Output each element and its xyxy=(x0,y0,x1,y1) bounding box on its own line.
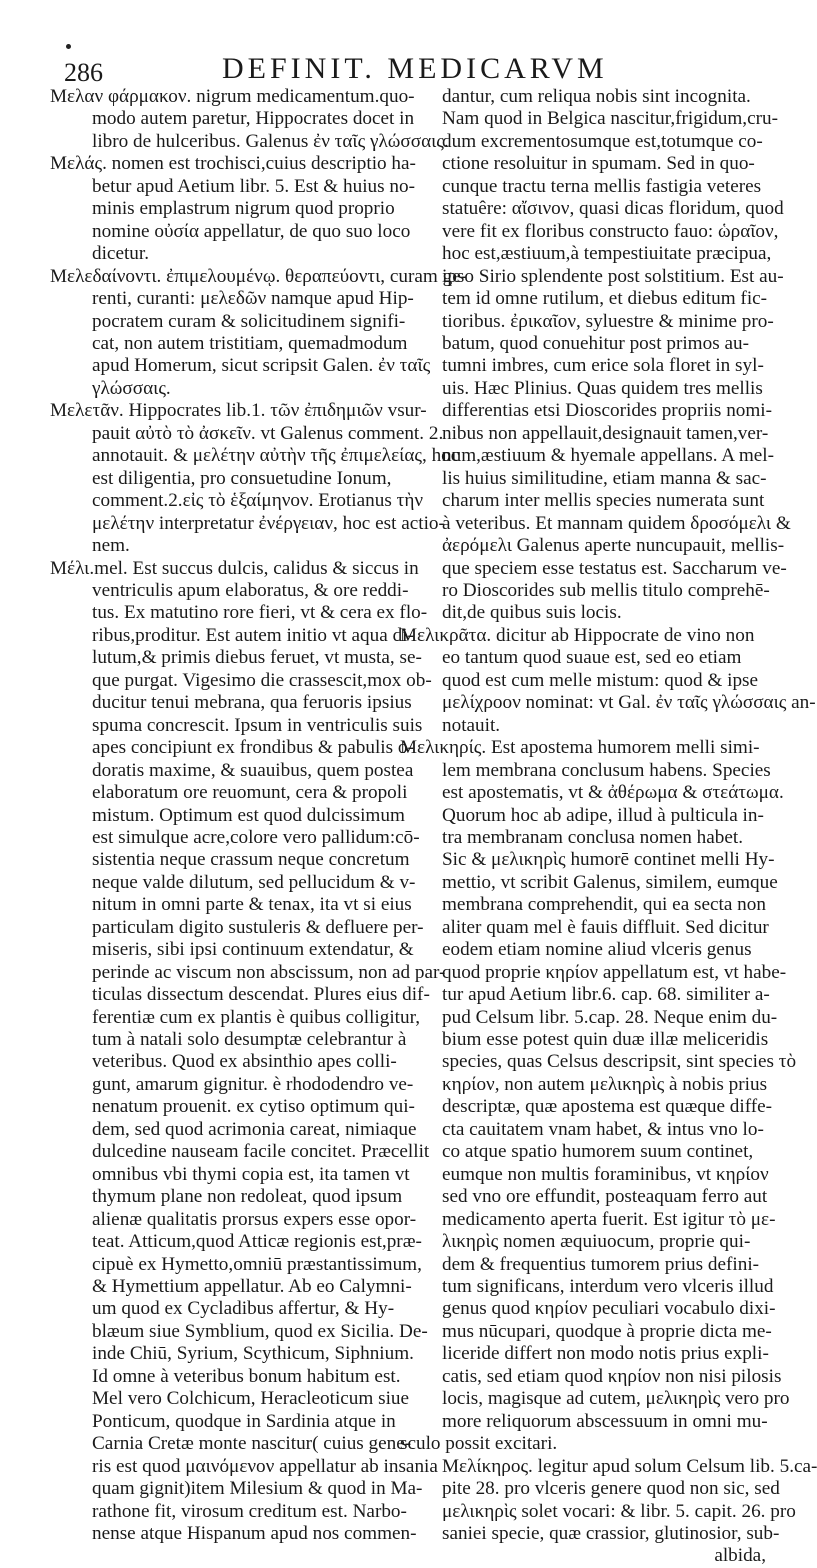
text-line: rathone fit, virosum creditum est. Narbo- xyxy=(92,1500,407,1522)
text-line: κηρίον, non autem μελικηρὶς à nobis prius xyxy=(442,1073,768,1095)
text-line: quod proprie κηρίον appellatum est, vt habe- xyxy=(442,961,787,983)
text-line: pite 28. pro vlceris genere quod non sic, sed xyxy=(442,1478,780,1500)
text-line: uis. Hæc Plinius. Quas quidem tres mellis xyxy=(442,377,763,399)
text-line: que speciem esse testatus est. Saccharum ve- xyxy=(442,557,787,579)
text-line: liceride differt non modo notis prius expli- xyxy=(442,1343,769,1365)
text-line: pud Celsum libr. 5.cap. 28. Neque enim du- xyxy=(442,1006,778,1028)
text-line: inde Chiū, Syrium, Scythicum, Siphnium. xyxy=(92,1343,414,1365)
text-line: ris est quod μαινόμενον appellatur ab insania xyxy=(92,1455,438,1477)
text-line: Mel vero Colchicum, Heracleoticum siue xyxy=(92,1388,410,1410)
text-line: tus. Ex matutino rore fieri, vt & cera ex flo- xyxy=(92,602,428,624)
text-line: apud Homerum, sicut scripsit Galen. ἐν ταῖς xyxy=(92,355,431,377)
text-line: mistum. Optimum est quod dulcissimum xyxy=(92,804,405,826)
text-line: quod est cum melle mistum: quod & ipse xyxy=(442,669,759,691)
text-line: ctione resoluitur in spumam. Sed in quo- xyxy=(442,153,755,175)
text-line: teat. Atticum,quod Atticæ regionis est,præ- xyxy=(92,1231,422,1253)
text-line: neque valde dilutum, sed pellucidum & v- xyxy=(92,871,416,893)
text-line: cunque tractu terna mellis fastigia veteres xyxy=(442,175,762,197)
text-line: um quod ex Cycladibus affertur, & Hy- xyxy=(92,1298,395,1320)
text-line: sculo possit excitari. xyxy=(400,1433,558,1455)
text-line: locis, magisque ad cutem, μελικηρὶς vero pro xyxy=(442,1388,790,1410)
page-number: 286 xyxy=(64,58,103,87)
text-line: gunt, amarum gignitur. è rhododendro ve- xyxy=(92,1073,414,1095)
text-line: species, quas Celsus descripsit, sint species τὸ xyxy=(442,1051,797,1073)
text-line: mettio, vt scribit Galenus, similem, eumque xyxy=(442,871,778,893)
text-line: ro Dioscorides sub mellis titulo comprehē- xyxy=(442,579,770,601)
text-line: blæum siue Symblium, quod ex Sicilia. De- xyxy=(92,1320,428,1342)
text-line: ipso Sirio splendente post solstitium. Est au- xyxy=(442,265,784,287)
text-line: nenatum prouenit. ex cytiso optimum qui- xyxy=(92,1096,415,1118)
text-line: Μελαν φάρμακον. nigrum medicamentum.quo- xyxy=(50,86,415,107)
left-column xyxy=(50,86,468,1545)
text-line: tumni imbres, cum erice sola floret in syl- xyxy=(442,355,764,377)
text-line: notauit. xyxy=(442,714,501,736)
text-line: dit,de quibus suis locis. xyxy=(442,602,622,624)
text-line: ferentiæ cum ex plantis è quibus colligitur, xyxy=(92,1006,421,1028)
text-line: eodem etiam nomine aliud vlceris genus xyxy=(442,939,752,961)
text-line: thymum plane non redoleat, quod ipsum xyxy=(92,1186,403,1208)
text-line: lis huius similitudine, etiam manna & sac- xyxy=(442,467,767,489)
text-line: Sic & μελικηρὶς humorē continet melli Hy- xyxy=(442,849,775,871)
text-line: cat, non autem tristitiam, quemadmodum xyxy=(92,332,408,354)
text-line: hoc est,æstiuum,à tempestiuitate præcipua, xyxy=(442,243,772,265)
text-line: ἀερόμελι Galenus aperte nuncupauit, mellis- xyxy=(442,535,785,557)
text-line: μελίχροον nominat: vt Gal. ἐν ταῖς γλώσσαις an- xyxy=(442,692,816,714)
text-line: μελέτην interpretatur ἐνέργειαν, hoc est actio- xyxy=(92,512,445,534)
text-line: bium esse potest quin duæ illæ meliceridis xyxy=(442,1029,769,1051)
text-line: Nam quod in Belgica nascitur,frigidum,cru- xyxy=(442,108,778,130)
text-line: doratis maxime, & suauibus, quem postea xyxy=(92,759,414,781)
text-line: nomine οὐσία appellatur, de quo suo loco xyxy=(92,220,411,242)
text-line: annotauit. & μελέτην αὐτὴν τῆς ἐπιμελείας, hoc xyxy=(92,445,460,467)
text-line: dicetur. xyxy=(92,243,150,265)
text-line: tioribus. ἐρικαῖον, syluestre & minime pro- xyxy=(442,310,774,332)
text-line: comment.2.εἰς τὸ ἑξαίμηνον. Erotianus τὴν xyxy=(92,490,424,512)
text-line: lem membrana conclusum habens. Species xyxy=(442,759,771,781)
text-line: aliter quam mel è fauis diffluit. Sed dicitur xyxy=(442,916,769,938)
text-line: & Hymettium appellatur. Ab eo Calymni- xyxy=(92,1276,412,1298)
text-line: λικηρὶς nomen æquiuocum, proprie qui- xyxy=(442,1231,751,1253)
text-line: ducitur tenui mebrana, qua feruoris ipsius xyxy=(92,692,412,714)
text-line: catis, sed etiam quod κηρίον non nisi pilosis xyxy=(442,1365,782,1387)
text-line: nense atque Hispanum apud nos commen- xyxy=(92,1523,417,1544)
text-line: charum inter mellis species numerata sunt xyxy=(442,490,765,512)
text-line: est apostematis, vt & ἀθέρωμα & στεάτωμα. xyxy=(442,782,784,804)
text-line: Id omne à veteribus bonum habitum est. xyxy=(92,1365,401,1387)
text-line: dem & frequentius tumorem prius defini- xyxy=(442,1253,760,1275)
text-line: Μέλι.mel. Est succus dulcis, calidus & siccus in xyxy=(50,557,419,579)
catchword: albida, xyxy=(714,1545,766,1567)
text-line: more reliquorum abscessuum in omni mu- xyxy=(442,1410,768,1432)
text-line: Quorum hoc ab adipe, illud à pulticula in- xyxy=(442,804,764,826)
text-line: nitum in omni parte & tenax, ita vt si eius xyxy=(92,894,412,916)
text-line: tra membranam conclusa nomen habet. xyxy=(442,826,744,848)
text-line: ticulas dissectum descendat. Plures eius dif- xyxy=(92,984,430,1006)
text-line: elaboratum ore reuomunt, cera & propoli xyxy=(92,782,408,804)
text-line: ribus,proditur. Est autem initio vt aqua di- xyxy=(92,624,414,646)
text-line: veteribus. Quod ex absinthio apes colli- xyxy=(92,1051,397,1073)
text-line: dum excrementosumque est,totumque co- xyxy=(442,130,763,152)
text-line: apes concipiunt ex frondibus & pabulis o- xyxy=(92,737,414,759)
text-line: dem, sed quod acrimonia careat, nimiaque xyxy=(92,1118,417,1140)
text-line: tum significans, interdum vero vlceris illud xyxy=(442,1276,774,1298)
running-title: DEFINIT. MEDICARVM xyxy=(222,52,608,85)
text-line: Μελίκηρος. legitur apud solum Celsum lib. 5.ca- xyxy=(442,1455,817,1477)
text-line: renti, curanti: μελεδῶν namque apud Hip- xyxy=(92,288,414,310)
text-line: cipuè ex Hymetto,omniū præstantissimum, xyxy=(92,1253,422,1275)
text-line: Carnia Cretæ monte nascitur( cuius gene- xyxy=(92,1433,412,1455)
text-line: μελικηρὶς solet vocari: & libr. 5. capit. 26. pro xyxy=(442,1500,796,1522)
text-line: quam gignit)item Milesium & quod in Ma- xyxy=(92,1478,423,1500)
text-line: differentias etsi Dioscorides propriis nomi- xyxy=(442,400,773,422)
text-line: alienæ qualitatis prorsus expers esse opor- xyxy=(92,1208,417,1230)
text-line: est diligentia, pro consuetudine Ionum, xyxy=(92,467,392,489)
text-line: miseris, sibi ipsi continuum extendatur, & xyxy=(92,939,414,961)
text-line: libro de hulceribus. Galenus ἐν ταῖς γλώσσαις. xyxy=(92,130,449,152)
text-line: γλώσσαις. xyxy=(92,377,171,399)
text-line: vere fit ex floribus constructo fauo: ὡραῖον, xyxy=(442,220,779,242)
text-line: tur apud Aetium libr.6. cap. 68. similiter a- xyxy=(442,984,770,1006)
text-line: batum, quod conuehitur post primos au- xyxy=(442,332,749,354)
text-line: pauit αὐτὸ τὸ ἀσκεῖν. vt Galenus comment. 2. xyxy=(92,422,444,444)
text-line: Ponticum, quodque in Sardinia atque in xyxy=(92,1410,396,1432)
text-line: est simulque acre,colore vero pallidum:cō- xyxy=(92,826,420,848)
text-line: perinde ac viscum non abscissum, non ad par- xyxy=(92,961,446,983)
text-line: cta cauitatem vnam habet, & intus vno lo- xyxy=(442,1118,764,1140)
ink-dot xyxy=(66,44,71,49)
text-line: medicamento aperta fuerit. Est igitur τὸ με- xyxy=(442,1208,776,1230)
text-line: membrana comprehendit, qui ea secta non xyxy=(442,894,766,916)
text-line: saniei specie, quæ crassior, glutinosior, sub- xyxy=(442,1523,780,1544)
text-line: mus nūcupari, quodque à proprie dicta me- xyxy=(442,1320,772,1342)
text-line: Μελεδαίνοντι. ἐπιμελουμένῳ. θεραπεύοντι, curam ge- xyxy=(50,265,468,287)
text-line: ventriculis apum elaboratus, & ore reddi- xyxy=(92,579,409,601)
text-line: Μελάς. nomen est trochisci,cuius descriptio ha- xyxy=(50,153,416,175)
text-line: eumque non multis foraminibus, vt κηρίον xyxy=(442,1163,769,1185)
text-line: minis emplastrum nigrum quod proprio xyxy=(92,198,395,220)
text-line: que purgat. Vigesimo die crassescit,mox ob- xyxy=(92,669,432,691)
text-line: particulam digito sustuleris & defluere per- xyxy=(92,916,424,938)
text-line: nem. xyxy=(92,535,130,557)
text-line: sed vno ore effundit, posteaquam ferro aut xyxy=(442,1186,768,1208)
text-line: Μελικρᾶτα. dicitur ab Hippocrate de vino non xyxy=(400,624,755,646)
text-line: descriptæ, quæ apostema est quæque diffe- xyxy=(442,1096,773,1118)
text-line: sistentia neque crassum neque concretum xyxy=(92,849,410,871)
text-line: Μελετᾶν. Hippocrates lib.1. τῶν ἐπιδημιῶν vsur- xyxy=(50,400,427,422)
text-line: tum à natali solo desumptæ celebrantur à xyxy=(92,1029,407,1051)
text-line: modo autem paretur, Hippocrates docet in xyxy=(92,108,415,130)
text-line: omnibus vbi thymi copia est, ita tamen vt xyxy=(92,1163,410,1185)
text-line: tem id omne rutilum, et diebus editum fic- xyxy=(442,288,768,310)
text-line: statuêre: αἴσινον, quasi dicas floridum, quod xyxy=(442,198,784,220)
text-line: nibus non appellauit,designauit tamen,ver- xyxy=(442,422,769,444)
text-line: spuma concrescit. Ipsum in ventriculis suis xyxy=(92,714,423,736)
text-line: lutum,& primis diebus feruet, vt musta, se- xyxy=(92,647,422,669)
text-line: betur apud Aetium libr. 5. Est & huius no- xyxy=(92,175,415,197)
text-line: à veteribus. Et mannam quidem δροσόμελι & xyxy=(442,512,791,534)
text-line: Μελικηρίς. Est apostema humorem melli simi- xyxy=(400,737,760,759)
text-line: genus quod κηρίον peculiari vocabulo dixi- xyxy=(442,1298,776,1320)
text-line: pocratem curam & solicitudinem signifi- xyxy=(92,310,406,332)
text-line: co atque spatio humorem suum continet, xyxy=(442,1141,754,1163)
text-line: num,æstiuum & hyemale appellans. A mel- xyxy=(442,445,775,467)
text-line: dulcedine nauseam facile concitet. Præcellit xyxy=(92,1141,430,1163)
text-line: dantur, cum reliqua nobis sint incognita. xyxy=(442,86,751,107)
text-line: eo tantum quod suaue est, sed eo etiam xyxy=(442,647,742,669)
right-column xyxy=(400,86,817,1568)
